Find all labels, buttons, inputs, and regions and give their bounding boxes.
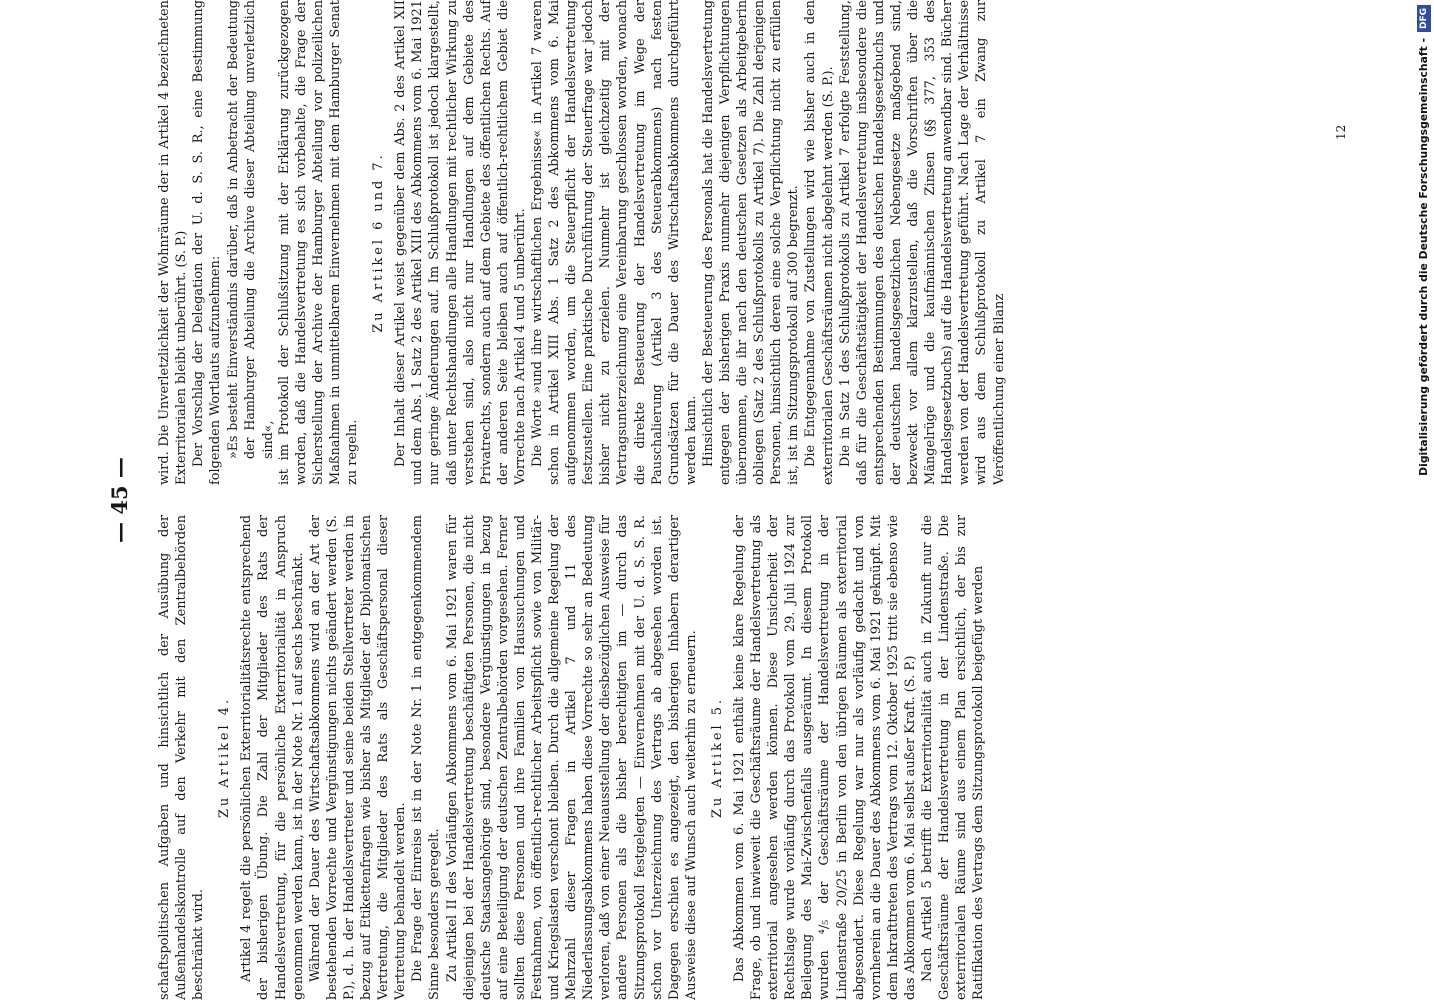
signature-mark: 12: [1334, 124, 1348, 140]
paragraph: Der Vorschlag der Delegation der U. d. S. S. R., eine Bestimmung folgenden Wortlauts aufzunehmen:: [191, 0, 224, 485]
watermark-text: Digitalisierung gefördert durch die Deutsche Forschungsgemeinschaft -: [1417, 38, 1430, 476]
paragraph: Hinsichtlich der Besteuerung des Personals hat die Handelsvertretung entgegen der bisherigen Praxis nunmehr diejenigen Verpflichtungen übernommen, die ihr nach den deutschen Gesetzen als Arbeitgeberin obliegen (Satz 2 des Schlußprotokolls zu Artikel 7). Die Zahl derjenigen Personen, hinsichtlich deren eine solche Verpflichtung nicht zu erfüllen ist, ist im Sitzungsprotokoll auf 300 begrenzt.: [700, 0, 802, 485]
page-number: — 45 —: [107, 457, 132, 543]
section-heading: Zu Artikel 5.: [709, 696, 725, 819]
paragraph: ist im Protokoll der Schlußsitzung mit der Erklärung zurückgezogen worden, daß die Handelsvertretung es sich vorbehalte, die Frage der Sicherstellung der Archive der Hamburger Abteilung vor polizeilichen Maßnahmen in unmittelbarem Einvernehmen mit dem Hamburger Senat zu regeln.: [276, 0, 361, 485]
text-column-right: [156, 0, 1326, 485]
paragraph: Die Frage der Einreise ist in der Note Nr. 1 in entgegenkommendem Sinne besonders geregelt.: [410, 515, 443, 1000]
block-quote: »Es besteht Einverständnis darüber, daß in Anbetracht der Bedeutung der Hamburger Abteilung die Archive dieser Abteilung unverletzlich sind«,: [225, 0, 275, 459]
paragraph: Der Inhalt dieser Artikel weist gegenüber dem Abs. 2 des Artikel XII und dem Abs. 1 Satz 2 des Artikel XIII des Abkommens vom 6. Mai 1921 nur geringe Änderungen auf. Im Schlußprotokoll ist jedoch klargestellt, daß unter Rechtshandlungen alle Handlungen mit rechtlicher Wirkung zu verstehen sind, also nicht nur Handlungen auf dem Gebiete des Privatrechts, sondern auch auf dem Gebiete des öffentlichen Rechts. Auf der anderen Seite bleiben auch auf öffentlich-rechtlichem Gebiet die Vorrechte nach Artikel 4 und 5 unberührt.: [393, 0, 528, 485]
paragraph: Während der Dauer des Wirtschaftsabkommens wird an der Art der bestehenden Vorrechte und Vergünstigungen nichts geändert werden (S. P.), d. h. der Handelsvertreter und seine beiden Stellvertreter werden in bezug auf Etikettenfragen wie bisher als Mitglieder der Diplomatischen Vertretung, die Mitglieder des Rats als Geschäftspersonal dieser Vertretung behandelt werden.: [307, 515, 409, 1000]
dfg-logo: DFG: [1417, 5, 1431, 32]
paragraph: Die Entgegennahme von Zustellungen wird wie bisher auch in den exterritorialen Geschäftsräumen nicht abgelehnt werden (S. P.).: [803, 0, 836, 485]
paragraph: Nach Artikel 5 betrifft die Exterritorialität auch in Zukunft nur die Geschäftsräume der Handelsvertretung in der Lindenstraße. Die exterritorialen Räume sind aus einem Plan ersichtlich, der bis zur Ratifikation des Vertrags dem Sitzungsprotokoll beigefügt werden: [920, 515, 987, 1000]
section-heading: Zu Artikel 6 und 7.: [371, 152, 387, 333]
page-header: [100, 0, 140, 1000]
section-heading: Zu Artikel 4.: [217, 696, 233, 819]
paragraph: wird. Die Unverletzlichkeit der Wohnräume der in Artikel 4 bezeichneten Exterritorialen bleibt unberührt. (S. P.): [157, 0, 190, 485]
paragraph: Zu Artikel II des Vorläufigen Abkommens vom 6. Mai 1921 waren für diejenigen bei der Handelsvertretung beschäftigten Personen, die nicht deutsche Staatsangehörige sind, besondere Vergünstigungen in bezug auf eine Beteiligung der deutschen Zentralbehörden vorgesehen. Ferner sollten diese Personen und ihre Familien von Haussuchungen und Festnahmen, von öffentlich-rechtlicher Arbeitspflicht sowie von Militär- und Kriegslasten verschont bleiben. Durch die allgemeine Regelung der Mehrzahl dieser Fragen in Artikel 7 und 11 des Niederlassungsabkommens haben diese Vorrechte so sehr an Bedeutung verloren, daß von einer Neuausstellung der diesbezüglichen Ausweise für andere Personen als die bisher berechtigten im — durch das Sitzungsprotokoll festgelegten — Einvernehmen mit der U. d. S. S. R. schon vor Unterzeichnung des Vertrags ab abgesehen worden ist. Dagegen erschien es angezeigt, den bisherigen Inhabern derartiger Ausweise diese auf Wunsch auch weiterhin zu erneuern.: [444, 515, 699, 1000]
paragraph: Das Abkommen vom 6. Mai 1921 enthält keine klare Regelung der Frage, ob und inwieweit die Geschäftsräume der Handelsvertretung als exterritorial angesehen werden können. Diese Unsicherheit der Rechtslage wurde vorläufig durch das Protokoll vom 29. Juli 1924 zur Beilegung des Mai-Zwischenfalls ausgeräumt. In diesem Protokoll wurden ⁴/₅ der Geschäftsräume der Handelsvertretung in der Lindenstraße 20/25 in Berlin von den übrigen Räumen als exterritorial abgesondert. Diese Regelung war nur als vorläufig gedacht und von vornherein an die Dauer des Abkommens vom 6. Mai 1921 geknüpft. Mit dem Inkrafttreten des Vertrags vom 12. Oktober 1925 tritt sie ebenso wie das Abkommen vom 6. Mai selbst außer Kraft. (S. P.): [732, 515, 918, 1000]
paragraph: schaftspolitischen Aufgaben und hinsichtlich der Ausübung der Außenhandelskontrolle auf den Verkehr mit den Zentralbehörden beschränkt wird.: [157, 515, 207, 1000]
paragraph: Die Worte »und ihre wirtschaftlichen Ergebnisse« in Artikel 7 waren schon in Artikel XIII Abs. 1 Satz 2 des Abkommens vom 6. Mai aufgenommen worden, um die Steuerpflicht der Handelsvertretung festzustellen. Eine praktische Durchführung der Steuerfrage war jedoch bisher nicht zu erzielen. Nunmehr ist gleichzeitig mit der Vertragsunterzeichnung eine Vereinbarung geschlossen worden, wonach die direkte Besteuerung der Handelsvertretung im Wege der Pauschalierung (Artikel 3 des Steuerabkommens) nach festen Grundsätzen für die Dauer des Wirtschaftsabkommens durchgeführt werden kann.: [529, 0, 699, 485]
rotated-document-page: [100, 0, 1410, 1000]
paragraph: Artikel 4 regelt die persönlichen Exterritorialitätsrechte entsprechend der bisherigen Übung. Die Zahl der Mitglieder des Rats der Handelsvertretung, für die persönliche Exterritorialität in Anspruch genommen werden kann, ist in der Note Nr. 1 auf sechs beschränkt.: [239, 515, 306, 1000]
digitization-watermark: [1413, 5, 1434, 995]
text-column-left: [156, 515, 1326, 1000]
paragraph: Die in Satz 1 des Schlußprotokolls zu Artikel 7 erfolgte Feststellung, daß für die Geschäftstätigkeit der Handelsvertretung insbesondere die entsprechenden Bestimmungen des deutschen Handelsgesetzbuchs und der deutschen handelsgesetzlichen Nebengesetze maßgebend sind, bezweckt vor allem klarzustellen, daß die Vorschriften über die Mängelrüge und die kaufmännischen Zinsen (§§ 377, 353 des Handelsgesetzbuchs) auf die Handelsvertretung anwendbar sind. Bücher werden von der Handelsvertretung geführt. Nach Lage der Verhältnisse wird aus dem Schlußprotokoll zu Artikel 7 ein Zwang zur Veröffentlichung einer Bilanz: [837, 0, 1007, 485]
